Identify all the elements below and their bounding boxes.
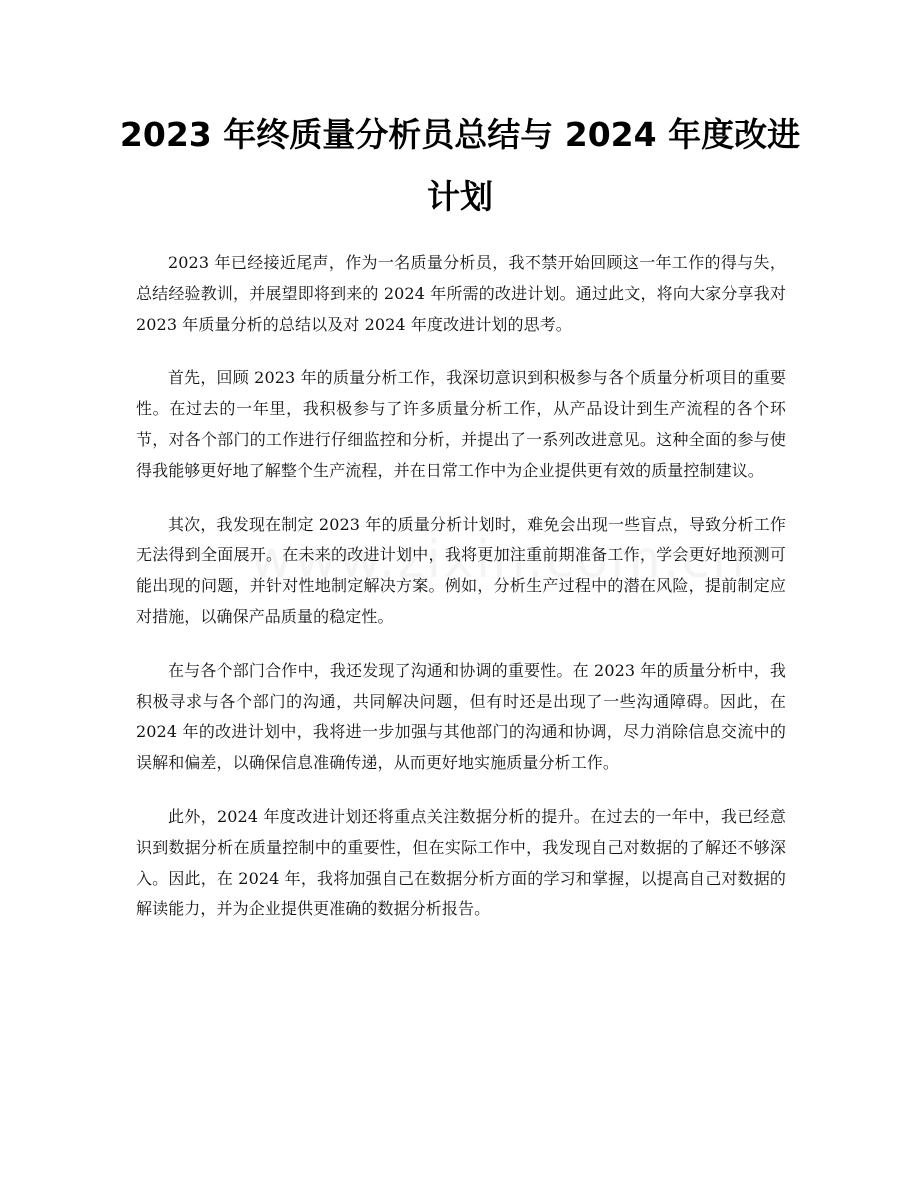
paragraph-4: 在与各个部门合作中，我还发现了沟通和协调的重要性。在 2023 年的质量分析中，我积极寻求与各个部门的沟通，共同解决问题，但有时还是出现了一些沟通障碍。因此，在 2024 年的改进计划中，我将进一步加强与其他部门的沟通和协调，尽力消除信息交流中的误解和偏差，以确保信息准确传递，从而更好地实施质量分析工作。 bbox=[136, 660, 786, 773]
paragraph-5: 此外，2024 年度改进计划还将重点关注数据分析的提升。在过去的一年中，我已经意识到数据分析在质量控制中的重要性，但在实际工作中，我发现自己对数据的了解还不够深入。因此，在 2024 年，我将加强自己在数据分析方面的学习和掌握，以提高自己对数据的解读能力，并为企业提供更准确的数据分析报告。 bbox=[136, 806, 786, 919]
paragraph-3: 其次，我发现在制定 2023 年的质量分析计划时，难免会出现一些盲点，导致分析工作无法得到全面展开。在未来的改进计划中，我将更加注重前期准备工作，学会更好地预测可能出现的问题，并针对性地制定解决方案。例如，分析生产过程中的潜在风险，提前制定应对措施，以确保产品质量的稳定性。 bbox=[136, 514, 786, 626]
paragraph-2: 首先，回顾 2023 年的质量分析工作，我深切意识到积极参与各个质量分析项目的重要性。在过去的一年里，我积极参与了许多质量分析工作，从产品设计到生产流程的各个环节，对各个部门的工作进行仔细监控和分析，并提出了一系列改进意见。这种全面的参与使得我能够更好地了解整个生产流程，并在日常工作中为企业提供更有效的质量控制建议。 bbox=[136, 368, 786, 480]
document-title bbox=[110, 104, 810, 228]
title-line-2: 计划 bbox=[427, 177, 493, 216]
paragraph-1: 2023 年已经接近尾声，作为一名质量分析员，我不禁开始回顾这一年工作的得与失，总结经验教训，并展望即将到来的 2024 年所需的改进计划。通过此文，将向大家分享我对 2023 年质量分析的总结以及对 2024 年度改进计划的思考。 bbox=[136, 253, 786, 334]
title-line-1: 2023 年终质量分析员总结与 2024 年度改进 bbox=[119, 115, 801, 154]
document-body bbox=[136, 248, 786, 948]
